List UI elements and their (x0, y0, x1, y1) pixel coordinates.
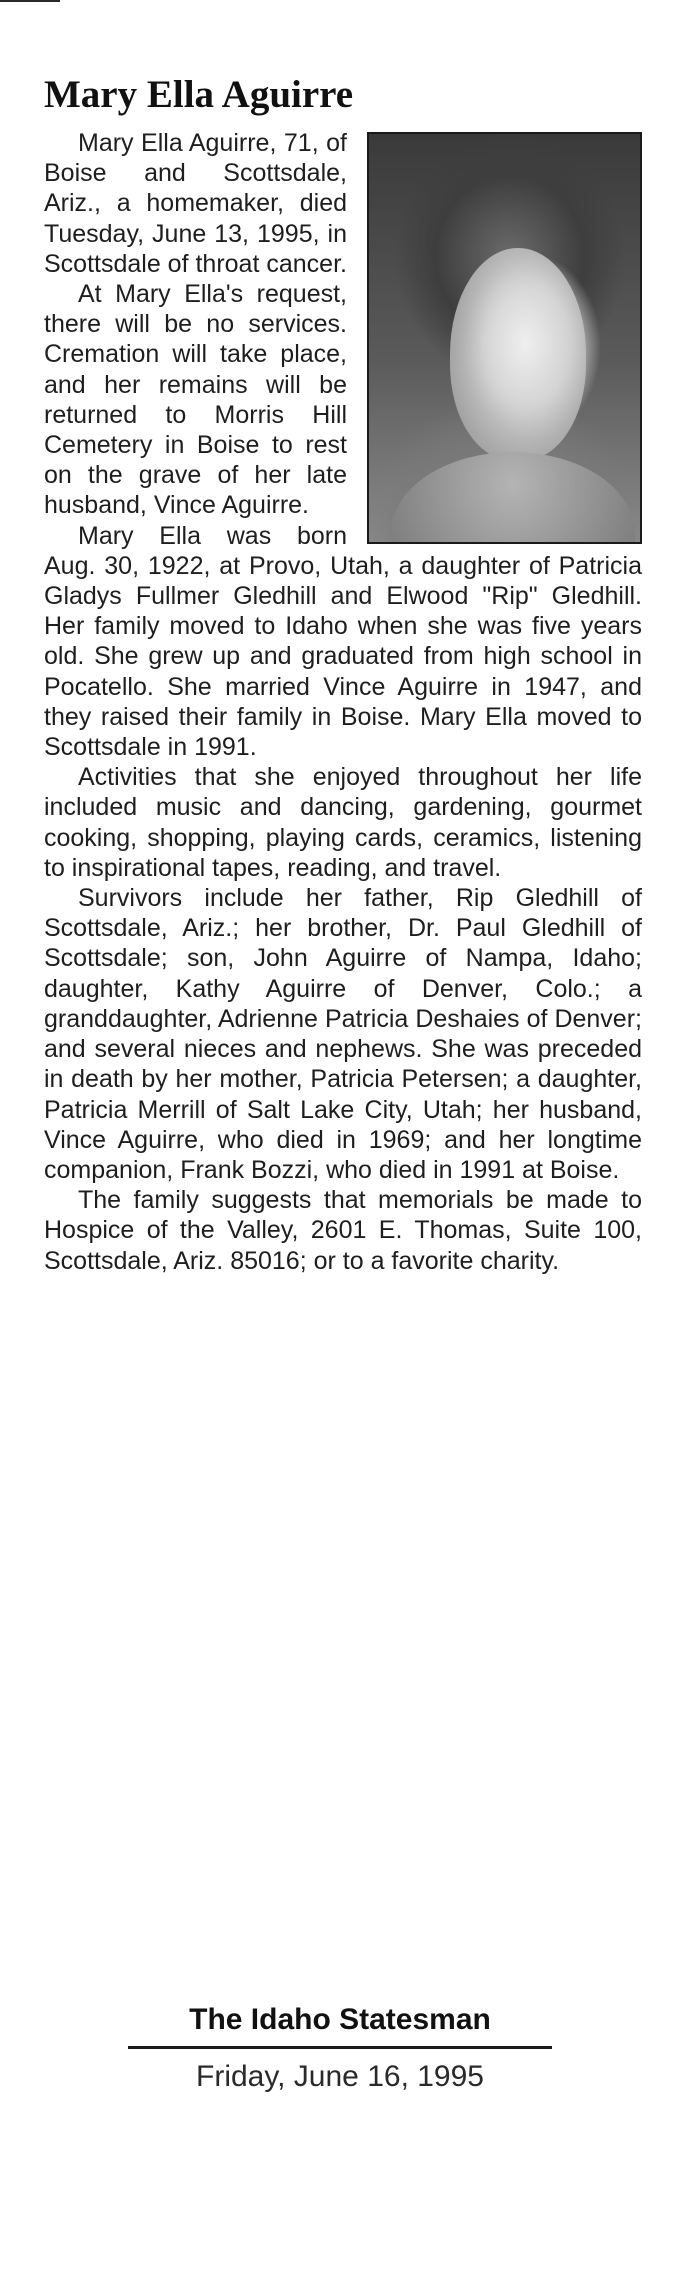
masthead-rule (128, 2046, 552, 2049)
portrait-face (450, 248, 586, 460)
paragraph-services: At Mary Ella's request, there will be no services. Cremation will take place, and her remains will be returned to Morris Hill Cemetery in Boise to rest on the grave of her late husband, Vince Aguirre. (44, 280, 347, 520)
obituary-headline: Mary Ella Aguirre (44, 73, 354, 116)
paragraph-activities: Activities that she enjoyed throughout her life included music and dancing, gardening, gourmet cooking, shopping, playing cards, ceramics, listening to inspirational tapes, reading, and travel. (44, 763, 642, 882)
paragraph-biography: Mary Ella was born Aug. 30, 1922, at Provo, Utah, a daughter of Patricia Gladys Fullmer Gledhill and Elwood "Rip" Gledhill. Her family moved to Idaho when she was five years old. She grew up and graduated from high school in Pocatello. She married Vince Aguirre in 1947, and they raised their family in Boise. Mary Ella moved to Scottsdale in 1991. (44, 521, 642, 762)
paragraph-memorials: The family suggests that memorials be made to Hospice of the Valley, 2601 E. Thomas, Suite 100, Scottsdale, Ariz. 85016; or to a favorite charity. (44, 1186, 642, 1275)
portrait-shoulders (391, 452, 635, 544)
portrait-photo (367, 132, 642, 544)
publication-date: Friday, June 16, 1995 (196, 2060, 484, 2093)
paragraph-survivors: Survivors include her father, Rip Gledhill of Scottsdale, Ariz.; her brother, Dr. Paul Gledhill of Scottsdale; son, John Aguirre of Nampa, Idaho; daughter, Kathy Aguirre of Denver, Colo.; a granddaughter, Adrienne Patricia Deshaies of Denver; and several nieces and nephews. She was preceded in death by her mother, Patricia Petersen; a daughter, Patricia Merrill of Salt Lake City, Utah; her husband, Vince Aguirre, who died in 1969; and her longtime companion, Frank Bozzi, who died in 1991 at Boise. (44, 884, 642, 1184)
publication-name: The Idaho Statesman (189, 2003, 491, 2036)
obituary-body (44, 128, 642, 1276)
source-footer (128, 2002, 552, 2095)
corner-rule (0, 0, 60, 2)
paragraph-death-notice: Mary Ella Aguirre, 71, of Boise and Scottsdale, Ariz., a homemaker, died Tuesday, June 13, 1995, in Scottsdale of throat cancer. (44, 129, 347, 278)
